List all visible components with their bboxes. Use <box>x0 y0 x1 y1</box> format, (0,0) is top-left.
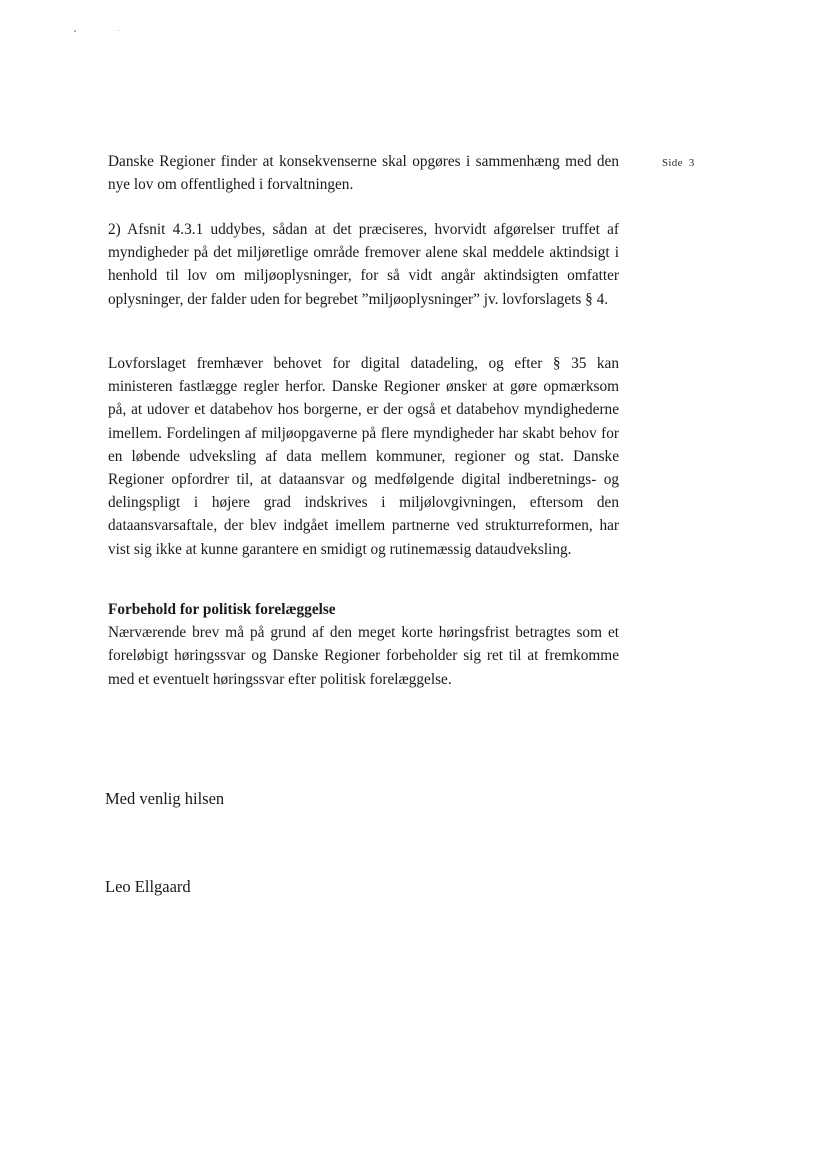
paragraph-data-sharing: Lovforslaget fremhæver behovet for digital datadeling, og efter § 35 kan ministeren fastlægge regler herfor. Danske Regioner ønsker at gøre opmærksom på, at udover et databehov hos borgerne, er der også et databehov myndighederne imellem. Fordelingen af miljøopgaverne på flere myndigheder har skabt behov for en løbende udveksling af data mellem kommuner, regioner og stat. Danske Regioner opfordrer til, at dataansvar og medfølgende digital indberetnings- og delingspligt i højere grad indskrives i miljølovgivningen, eftersom den dataansvarsaftale, der blev indgået imellem partnerne ved strukturreformen, har vist sig ikke at kunne garantere en smidigt og rutinemæssig dataudveksling. <box>108 355 619 558</box>
closing-greeting: Med venlig hilsen <box>105 789 225 808</box>
page-number-label: Side <box>662 157 683 169</box>
page-number-value: 3 <box>688 157 695 169</box>
paragraph-section-4-3-1: 2) Afsnit 4.3.1 uddybes, sådan at det præciseres, hvorvidt afgørelser truffet af myndigheder på det miljøretlige område fremover alene skal meddele aktindsigt i henhold til lov om miljøoplysninger, for så vidt angår aktindsigten omfatter oplysninger, der falder uden for begrebet ”miljøoplysninger” jv. lovforslagets § 4. <box>108 221 619 308</box>
paragraph-consequences: Danske Regioner finder at konsekvenserne skal opgøres i sammenhæng med den nye lov om offentlighed i forvaltningen. <box>108 153 619 194</box>
section-reservation <box>108 598 619 691</box>
scan-speck <box>74 30 76 32</box>
paragraph-reservation: Nærværende brev må på grund af den meget korte høringsfrist betragtes som et foreløbigt høringssvar og Danske Regioner forbeholder sig ret til at fremkomme med et eventuelt høringssvar efter politisk forelæggelse. <box>108 624 619 688</box>
section-heading: Forbehold for politisk forelæggelse <box>108 601 336 618</box>
page-number <box>662 157 695 169</box>
scan-speck <box>118 30 119 31</box>
signature-name: Leo Ellgaard <box>105 877 191 896</box>
